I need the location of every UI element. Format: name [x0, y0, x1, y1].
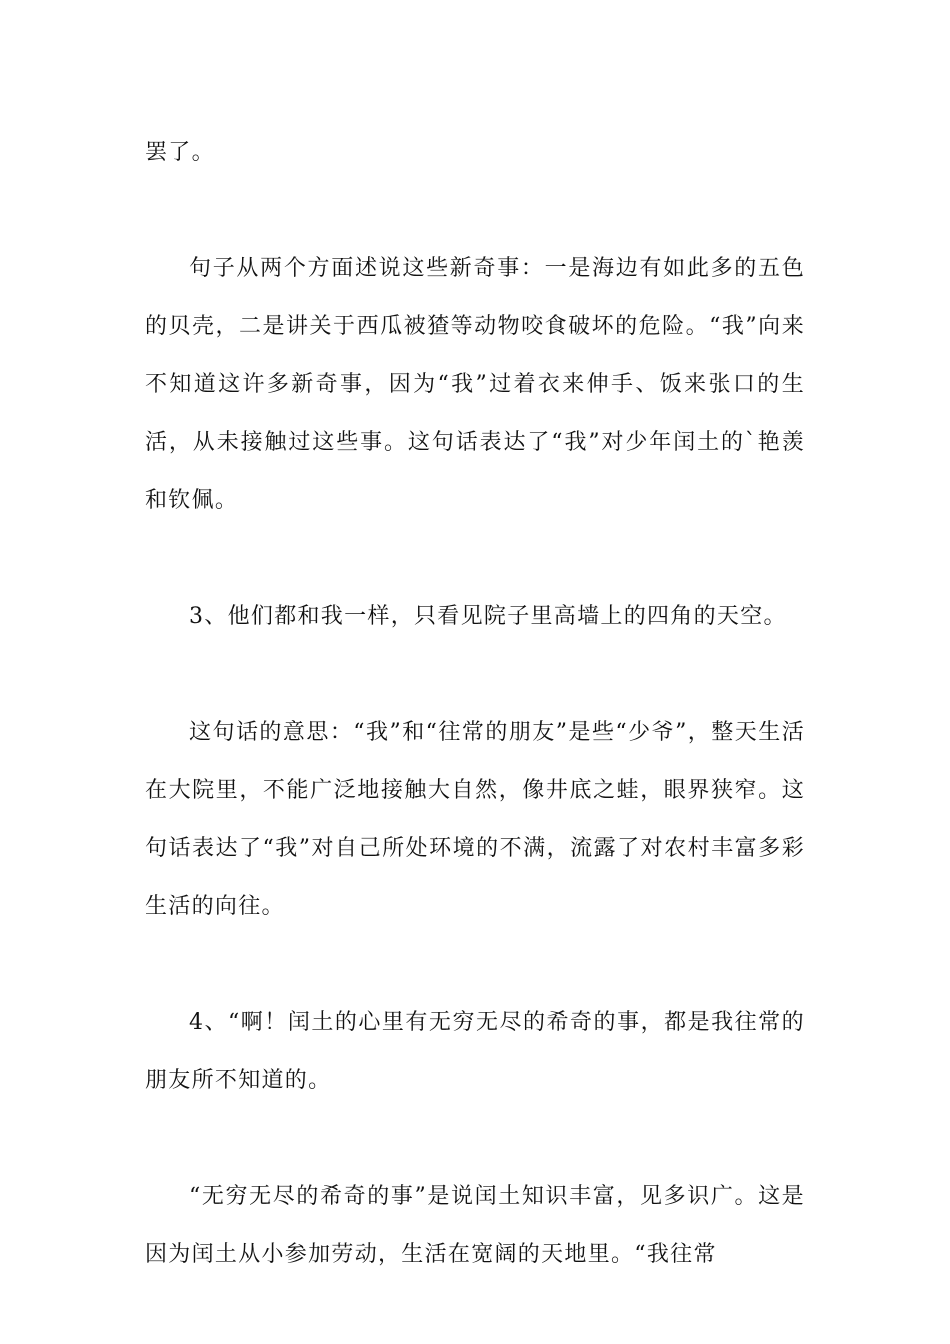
- paragraph-explanation-wonders: “无穷无尽的希奇的事”是说闰土知识丰富，见多识广。这是因为闰土从小参加劳动，生活在宽阔的天地里。“我往常: [145, 1184, 805, 1267]
- paragraph-item-3: 3、他们都和我一样，只看见院子里高墙上的四角的天空。: [189, 604, 787, 629]
- document-body: [145, 124, 805, 1284]
- paragraph-continuation: 罢了。: [145, 140, 215, 165]
- paragraph-explanation-shells: 句子从两个方面述说这些新奇事：一是海边有如此多的五色的贝壳，二是讲关于西瓜被猹等动物咬食破坏的危险。“我”向来不知道这许多新奇事，因为“我”过着衣来伸手、饭来张口的生活，从未接触过这些事。这句话表达了“我”对少年闰土的`艳羡和钦佩。: [145, 256, 805, 513]
- paragraph-item-4: 4、“啊！闰土的心里有无穷无尽的希奇的事，都是我往常的朋友所不知道的。: [145, 1010, 805, 1093]
- paragraph-explanation-sky: 这句话的意思：“我”和“往常的朋友”是些“少爷”，整天生活在大院里，不能广泛地接触大自然，像井底之蛙，眼界狭窄。这句话表达了“我”对自己所处环境的不满，流露了对农村丰富多彩生活的向往。: [145, 720, 805, 919]
